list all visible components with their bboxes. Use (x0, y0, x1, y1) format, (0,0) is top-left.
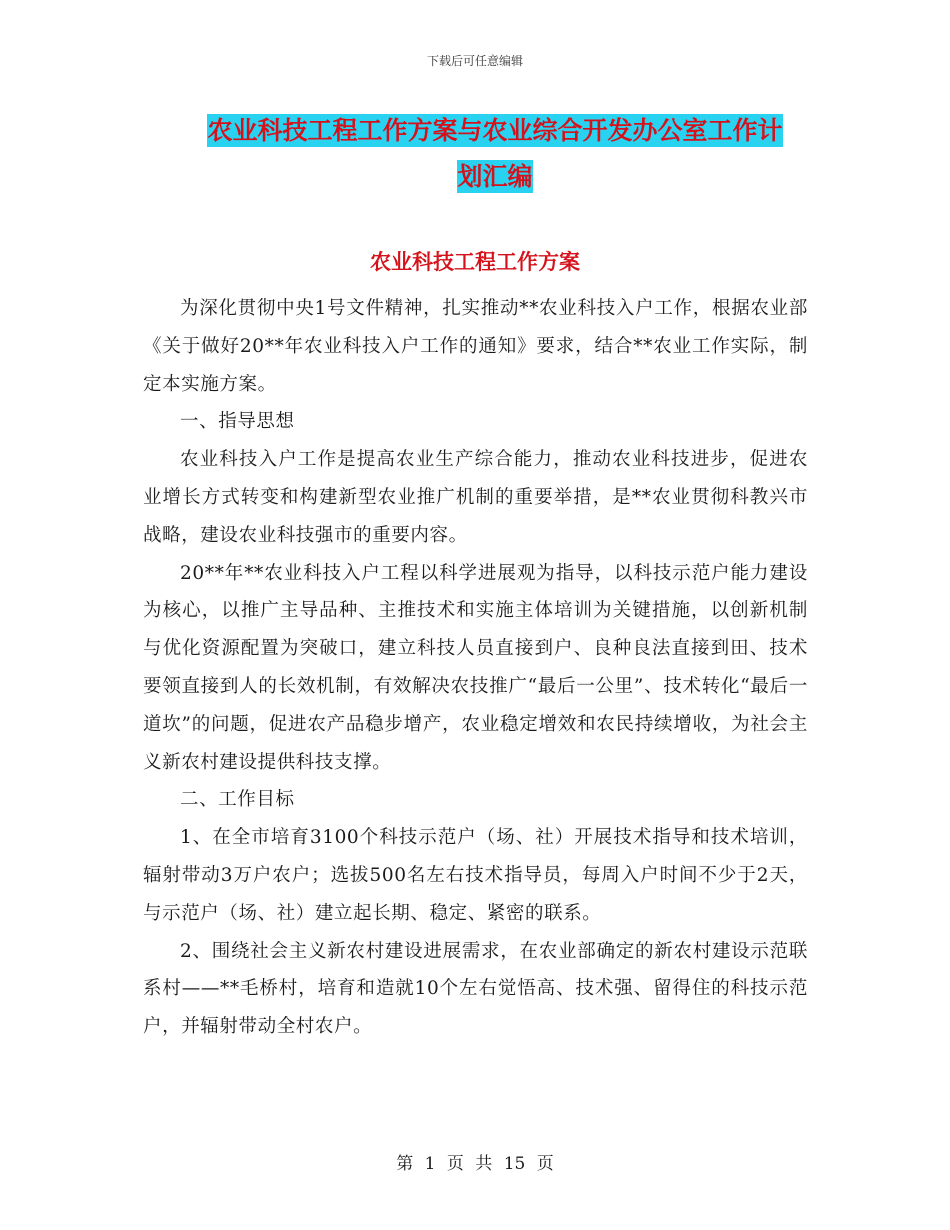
paragraph-intro: 为深化贯彻中央1号文件精神，扎实推动**农业科技入户工作，根据农业部《关于做好20**年农业科技入户工作的通知》要求，结合**农业工作实际，制定本实施方案。 (143, 298, 808, 395)
heading-work-goals: 二、工作目标 (180, 789, 295, 811)
paragraph-goal-1: 1、在全市培育3100个科技示范户（场、社）开展技术指导和技术培训，辐射带动3万户农户；选拔500名左右技术指导员，每周入户时间不少于2天，与示范户（场、社）建立起长期、稳定、紧密的联系。 (143, 827, 808, 924)
paragraph-guiding-ideology-2: 20**年**农业科技入户工程以科学进展观为指导，以科技示范户能力建设为核心，以推广主导品种、主推技术和实施主体培训为关键措施，以创新机制与优化资源配置为突破口，建立科技人员直接到户、良种良法直接到田、技术要领直接到人的长效机制，有效解决农技推广“最后一公里”、技术转化“最后一道坎”的问题，促进农产品稳步增产，农业稳定增效和农民持续增收，为社会主义新农村建设提供科技支撑。 (143, 562, 808, 773)
section-title: 农业科技工程工作方案 (370, 249, 580, 274)
document-title-line-1: 农业科技工程工作方案与农业综合开发办公室工作计 (207, 116, 783, 145)
heading-guiding-ideology: 一、指导思想 (180, 411, 295, 433)
document-body (143, 290, 808, 1046)
document-title (120, 108, 870, 200)
page-header: 下载后可任意编辑 (426, 54, 523, 68)
paragraph-goal-2: 2、围绕社会主义新农村建设进展需求，在农业部确定的新农村建设示范联系村——**毛桥村，培育和造就10个左右觉悟高、技术强、留得住的科技示范户，并辐射带动全村农户。 (143, 940, 808, 1038)
paragraph-guiding-ideology-1: 农业科技入户工作是提高农业生产综合能力，推动农业科技进步，促进农业增长方式转变和构建新型农业推广机制的重要举措，是**农业贯彻科教兴市战略，建设农业科技强市的重要内容。 (143, 449, 808, 546)
page-footer: 第 1 页 共 15 页 (396, 1154, 554, 1174)
document-title-line-2: 划汇编 (457, 162, 533, 191)
